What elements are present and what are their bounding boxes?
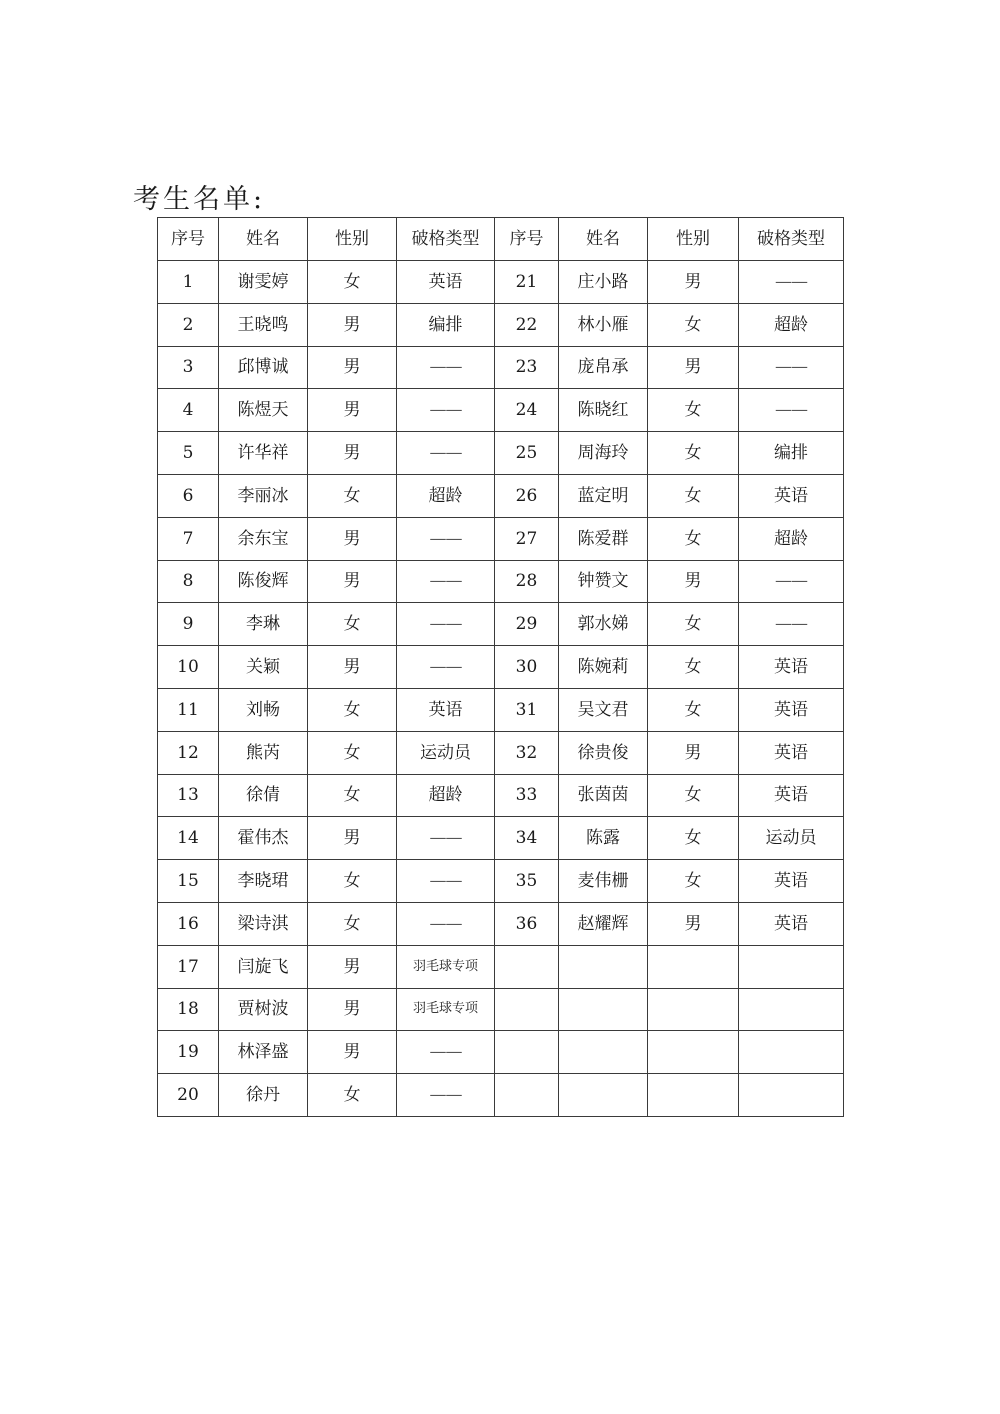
cell-type-left: 羽毛球专项 (397, 945, 495, 988)
cell-gender-right: 女 (648, 517, 739, 560)
cell-no-right: 28 (495, 560, 559, 603)
cell-type-right (739, 945, 844, 988)
candidate-table (157, 217, 844, 1117)
cell-name-right: 钟赞文 (559, 560, 648, 603)
cell-gender-right: 女 (648, 817, 739, 860)
cell-type-left: —— (397, 1074, 495, 1117)
cell-no-right: 24 (495, 389, 559, 432)
cell-name-right: 蓝定明 (559, 474, 648, 517)
cell-name-left: 霍伟杰 (219, 817, 308, 860)
cell-name-right: 赵耀辉 (559, 902, 648, 945)
cell-no-left: 12 (158, 731, 219, 774)
cell-type-right: —— (739, 261, 844, 304)
cell-name-left: 闫旋飞 (219, 945, 308, 988)
table-row (158, 988, 844, 1031)
cell-type-right: 编排 (739, 432, 844, 475)
table-row (158, 432, 844, 475)
cell-name-left: 梁诗淇 (219, 902, 308, 945)
cell-no-right: 29 (495, 603, 559, 646)
table-row (158, 603, 844, 646)
table-row (158, 560, 844, 603)
header-name-right: 姓名 (559, 218, 648, 261)
cell-gender-left: 女 (308, 688, 397, 731)
cell-gender-left: 女 (308, 860, 397, 903)
cell-no-right: 25 (495, 432, 559, 475)
cell-no-left: 11 (158, 688, 219, 731)
cell-gender-right: 女 (648, 303, 739, 346)
table-body (158, 261, 844, 1117)
cell-name-left: 林泽盛 (219, 1031, 308, 1074)
cell-no-left: 15 (158, 860, 219, 903)
cell-no-left: 2 (158, 303, 219, 346)
table-row (158, 346, 844, 389)
cell-no-left: 1 (158, 261, 219, 304)
cell-no-right: 35 (495, 860, 559, 903)
cell-gender-left: 男 (308, 432, 397, 475)
cell-gender-right: 女 (648, 646, 739, 689)
cell-name-left: 关颖 (219, 646, 308, 689)
cell-type-right: —— (739, 346, 844, 389)
cell-name-right (559, 1074, 648, 1117)
cell-name-right: 庄小路 (559, 261, 648, 304)
table-row (158, 261, 844, 304)
cell-no-right: 26 (495, 474, 559, 517)
cell-type-right: —— (739, 603, 844, 646)
cell-name-left: 许华祥 (219, 432, 308, 475)
cell-name-left: 李晓珺 (219, 860, 308, 903)
cell-no-right: 33 (495, 774, 559, 817)
cell-name-left: 邱博诚 (219, 346, 308, 389)
cell-type-left: 编排 (397, 303, 495, 346)
cell-name-right (559, 945, 648, 988)
cell-type-right (739, 988, 844, 1031)
cell-gender-right: 女 (648, 860, 739, 903)
cell-name-right: 周海玲 (559, 432, 648, 475)
cell-type-right: 英语 (739, 860, 844, 903)
cell-type-left: 英语 (397, 688, 495, 731)
cell-type-left: 超龄 (397, 474, 495, 517)
cell-name-right (559, 988, 648, 1031)
table-header-row (158, 218, 844, 261)
cell-gender-right (648, 1031, 739, 1074)
cell-name-right: 徐贵俊 (559, 731, 648, 774)
cell-gender-left: 女 (308, 774, 397, 817)
cell-type-right: —— (739, 560, 844, 603)
cell-type-right: 英语 (739, 646, 844, 689)
cell-type-left: —— (397, 1031, 495, 1074)
table-row (158, 731, 844, 774)
cell-gender-left: 男 (308, 646, 397, 689)
cell-gender-right: 女 (648, 432, 739, 475)
table-row (158, 688, 844, 731)
cell-type-left: 超龄 (397, 774, 495, 817)
cell-no-right (495, 1074, 559, 1117)
cell-type-left: —— (397, 517, 495, 560)
cell-no-right (495, 988, 559, 1031)
cell-no-right: 27 (495, 517, 559, 560)
cell-name-left: 陈煜天 (219, 389, 308, 432)
cell-type-right: —— (739, 389, 844, 432)
cell-no-right: 34 (495, 817, 559, 860)
cell-name-left: 陈俊辉 (219, 560, 308, 603)
cell-gender-right: 男 (648, 902, 739, 945)
cell-no-right: 31 (495, 688, 559, 731)
cell-no-left: 10 (158, 646, 219, 689)
cell-no-right: 36 (495, 902, 559, 945)
cell-type-left: 运动员 (397, 731, 495, 774)
header-type-right: 破格类型 (739, 218, 844, 261)
cell-type-right: 英语 (739, 902, 844, 945)
cell-type-left: —— (397, 560, 495, 603)
table-row (158, 860, 844, 903)
cell-no-left: 4 (158, 389, 219, 432)
cell-gender-left: 男 (308, 1031, 397, 1074)
cell-no-right: 30 (495, 646, 559, 689)
cell-type-right: 超龄 (739, 517, 844, 560)
cell-gender-left: 女 (308, 474, 397, 517)
cell-type-right (739, 1031, 844, 1074)
cell-name-left: 徐倩 (219, 774, 308, 817)
cell-gender-right: 男 (648, 346, 739, 389)
cell-gender-left: 女 (308, 1074, 397, 1117)
cell-name-left: 李丽冰 (219, 474, 308, 517)
cell-name-left: 谢雯婷 (219, 261, 308, 304)
table-row (158, 517, 844, 560)
cell-gender-left: 男 (308, 517, 397, 560)
cell-gender-left: 男 (308, 346, 397, 389)
cell-no-left: 18 (158, 988, 219, 1031)
cell-name-left: 王晓鸣 (219, 303, 308, 346)
cell-no-left: 6 (158, 474, 219, 517)
cell-gender-right: 女 (648, 474, 739, 517)
cell-gender-right: 女 (648, 774, 739, 817)
cell-no-left: 3 (158, 346, 219, 389)
cell-name-left: 余东宝 (219, 517, 308, 560)
cell-type-right: 英语 (739, 688, 844, 731)
cell-type-left: —— (397, 860, 495, 903)
cell-name-right: 张茵茵 (559, 774, 648, 817)
cell-name-left: 贾树波 (219, 988, 308, 1031)
cell-gender-right: 女 (648, 603, 739, 646)
cell-gender-right: 男 (648, 731, 739, 774)
cell-no-left: 13 (158, 774, 219, 817)
cell-name-right: 陈爱群 (559, 517, 648, 560)
cell-no-right: 32 (495, 731, 559, 774)
header-gender-left: 性别 (308, 218, 397, 261)
cell-name-right: 吴文君 (559, 688, 648, 731)
cell-no-left: 8 (158, 560, 219, 603)
table-row (158, 303, 844, 346)
cell-name-right: 陈晓红 (559, 389, 648, 432)
cell-type-right: 运动员 (739, 817, 844, 860)
cell-no-right: 22 (495, 303, 559, 346)
header-no-right: 序号 (495, 218, 559, 261)
cell-type-left: —— (397, 902, 495, 945)
header-name-left: 姓名 (219, 218, 308, 261)
cell-no-left: 16 (158, 902, 219, 945)
cell-gender-left: 女 (308, 731, 397, 774)
cell-type-right: 英语 (739, 774, 844, 817)
table-row (158, 817, 844, 860)
cell-type-left: 羽毛球专项 (397, 988, 495, 1031)
cell-name-left: 熊芮 (219, 731, 308, 774)
header-gender-right: 性别 (648, 218, 739, 261)
cell-gender-left: 男 (308, 560, 397, 603)
header-type-left: 破格类型 (397, 218, 495, 261)
cell-gender-left: 女 (308, 603, 397, 646)
cell-name-right (559, 1031, 648, 1074)
cell-type-left: —— (397, 432, 495, 475)
cell-no-left: 20 (158, 1074, 219, 1117)
cell-name-right: 庞帛承 (559, 346, 648, 389)
cell-type-right: 英语 (739, 474, 844, 517)
cell-name-left: 刘畅 (219, 688, 308, 731)
cell-gender-right (648, 988, 739, 1031)
cell-gender-left: 男 (308, 945, 397, 988)
table-row (158, 389, 844, 432)
cell-gender-left: 男 (308, 817, 397, 860)
cell-gender-left: 男 (308, 389, 397, 432)
cell-gender-left: 女 (308, 902, 397, 945)
table-row (158, 1074, 844, 1117)
cell-no-left: 17 (158, 945, 219, 988)
cell-name-left: 徐丹 (219, 1074, 308, 1117)
cell-gender-right: 女 (648, 389, 739, 432)
cell-no-right: 23 (495, 346, 559, 389)
cell-name-right: 陈婉莉 (559, 646, 648, 689)
cell-no-left: 9 (158, 603, 219, 646)
cell-gender-right (648, 945, 739, 988)
cell-type-right: 超龄 (739, 303, 844, 346)
cell-gender-right: 男 (648, 560, 739, 603)
cell-gender-right: 女 (648, 688, 739, 731)
cell-type-left: —— (397, 646, 495, 689)
cell-type-left: —— (397, 346, 495, 389)
cell-name-right: 陈露 (559, 817, 648, 860)
cell-name-right: 麦伟栅 (559, 860, 648, 903)
table-row (158, 1031, 844, 1074)
cell-no-left: 7 (158, 517, 219, 560)
cell-no-right (495, 945, 559, 988)
cell-gender-left: 男 (308, 988, 397, 1031)
cell-type-left: —— (397, 603, 495, 646)
cell-type-left: —— (397, 389, 495, 432)
cell-name-right: 林小雁 (559, 303, 648, 346)
cell-name-left: 李琳 (219, 603, 308, 646)
cell-type-right (739, 1074, 844, 1117)
cell-no-left: 5 (158, 432, 219, 475)
cell-gender-right: 男 (648, 261, 739, 304)
cell-name-right: 郭水娣 (559, 603, 648, 646)
table-row (158, 646, 844, 689)
document-title: 考生名单: (133, 184, 266, 215)
cell-no-left: 14 (158, 817, 219, 860)
cell-gender-left: 女 (308, 261, 397, 304)
cell-gender-left: 男 (308, 303, 397, 346)
cell-type-left: 英语 (397, 261, 495, 304)
cell-no-right (495, 1031, 559, 1074)
table-row (158, 902, 844, 945)
table-row (158, 774, 844, 817)
cell-gender-right (648, 1074, 739, 1117)
table-row (158, 945, 844, 988)
cell-type-right: 英语 (739, 731, 844, 774)
cell-no-right: 21 (495, 261, 559, 304)
header-no-left: 序号 (158, 218, 219, 261)
table-row (158, 474, 844, 517)
cell-type-left: —— (397, 817, 495, 860)
cell-no-left: 19 (158, 1031, 219, 1074)
